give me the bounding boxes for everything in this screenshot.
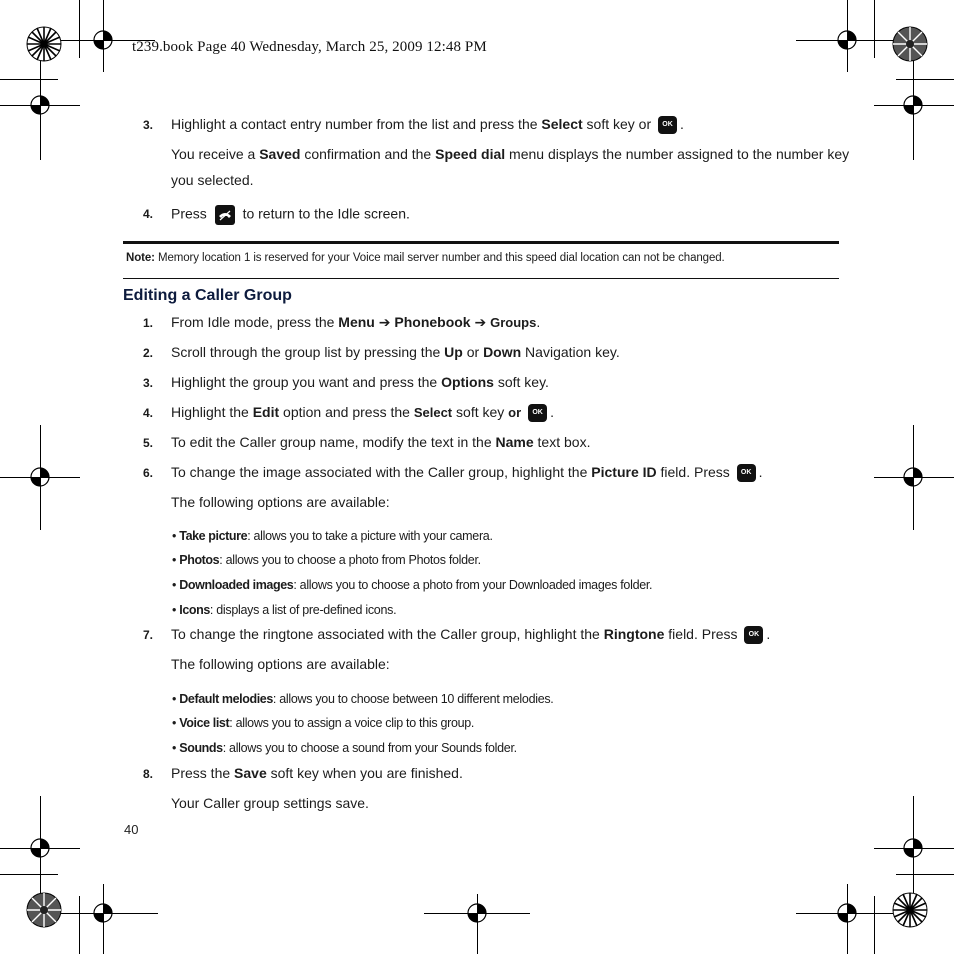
note-box bbox=[123, 241, 839, 279]
registration-target-icon bbox=[92, 29, 114, 51]
print-header: t239.book Page 40 Wednesday, March 25, 2009 12:48 PM bbox=[132, 39, 487, 55]
starburst-mark-icon bbox=[26, 26, 62, 62]
page-number: 40 bbox=[124, 822, 139, 837]
step-detail: you selected. bbox=[171, 172, 254, 188]
step-number: 1. bbox=[143, 316, 154, 330]
bullet-item: • Default melodies: allows you to choose between 10 different melodies. bbox=[172, 692, 554, 706]
registration-target-icon bbox=[29, 837, 51, 859]
step-number: 2. bbox=[143, 346, 154, 360]
bullet-item: • Downloaded images: allows you to choose a photo from your Downloaded images folder. bbox=[172, 578, 653, 592]
end-key-icon bbox=[215, 205, 235, 225]
registration-target-icon bbox=[902, 466, 924, 488]
step-detail: Your Caller group settings save. bbox=[171, 795, 369, 811]
registration-target-icon bbox=[29, 466, 51, 488]
step-number: 4. bbox=[143, 207, 154, 221]
ok-key-icon: OK bbox=[528, 404, 547, 422]
step-number: 8. bbox=[143, 767, 154, 781]
registration-target-icon bbox=[836, 902, 858, 924]
registration-target-icon bbox=[902, 837, 924, 859]
step-text: Highlight the Edit option and press the Select soft key or OK . bbox=[171, 404, 554, 422]
registration-target-icon bbox=[902, 94, 924, 116]
step-text: Scroll through the group list by pressing the Up or Down Navigation key. bbox=[171, 344, 620, 360]
bullet-item: • Photos: allows you to choose a photo from Photos folder. bbox=[172, 553, 481, 567]
step-number: 6. bbox=[143, 466, 154, 480]
registration-target-icon bbox=[466, 902, 488, 924]
step-text: Press the Save soft key when you are finished. bbox=[171, 765, 463, 781]
step-number: 7. bbox=[143, 628, 154, 642]
step-text: Press to return to the Idle screen. bbox=[171, 205, 410, 225]
registration-target-icon bbox=[29, 94, 51, 116]
step-detail: You receive a Saved confirmation and the Speed dial menu displays the number assigned to the number key bbox=[171, 146, 850, 162]
step-number: 5. bbox=[143, 436, 154, 450]
registration-target-icon bbox=[836, 29, 858, 51]
ok-key-icon: OK bbox=[658, 116, 677, 134]
step-text: From Idle mode, press the Menu ➔ Phonebook ➔ Groups. bbox=[171, 314, 541, 330]
step-number: 3. bbox=[143, 118, 154, 132]
bullet-item: • Sounds: allows you to choose a sound from your Sounds folder. bbox=[172, 741, 517, 755]
ok-key-icon: OK bbox=[744, 626, 763, 644]
bullet-item: • Voice list: allows you to assign a voice clip to this group. bbox=[172, 716, 475, 730]
step-detail: The following options are available: bbox=[171, 656, 390, 672]
ok-key-icon: OK bbox=[737, 464, 756, 482]
step-detail: The following options are available: bbox=[171, 494, 390, 510]
section-title: Editing a Caller Group bbox=[123, 287, 292, 304]
note-text: Note: Memory location 1 is reserved for your Voice mail server number and this speed dial location can not be changed. bbox=[126, 252, 725, 264]
step-text: Highlight the group you want and press the Options soft key. bbox=[171, 374, 549, 390]
starburst-mark-icon bbox=[892, 892, 928, 928]
bullet-item: • Take picture: allows you to take a picture with your camera. bbox=[172, 529, 493, 543]
step-text: Highlight a contact entry number from the list and press the Select soft key or OK . bbox=[171, 116, 684, 134]
starburst-mark-icon bbox=[892, 26, 928, 62]
step-number: 4. bbox=[143, 406, 154, 420]
step-number: 3. bbox=[143, 376, 154, 390]
step-text: To change the image associated with the Caller group, highlight the Picture ID field. Press OK . bbox=[171, 464, 763, 482]
step-text: To edit the Caller group name, modify the text in the Name text box. bbox=[171, 434, 591, 450]
bullet-item: • Icons: displays a list of pre-defined icons. bbox=[172, 603, 397, 617]
registration-target-icon bbox=[92, 902, 114, 924]
step-text: To change the ringtone associated with the Caller group, highlight the Ringtone field. Press OK . bbox=[171, 626, 770, 644]
starburst-mark-icon bbox=[26, 892, 62, 928]
